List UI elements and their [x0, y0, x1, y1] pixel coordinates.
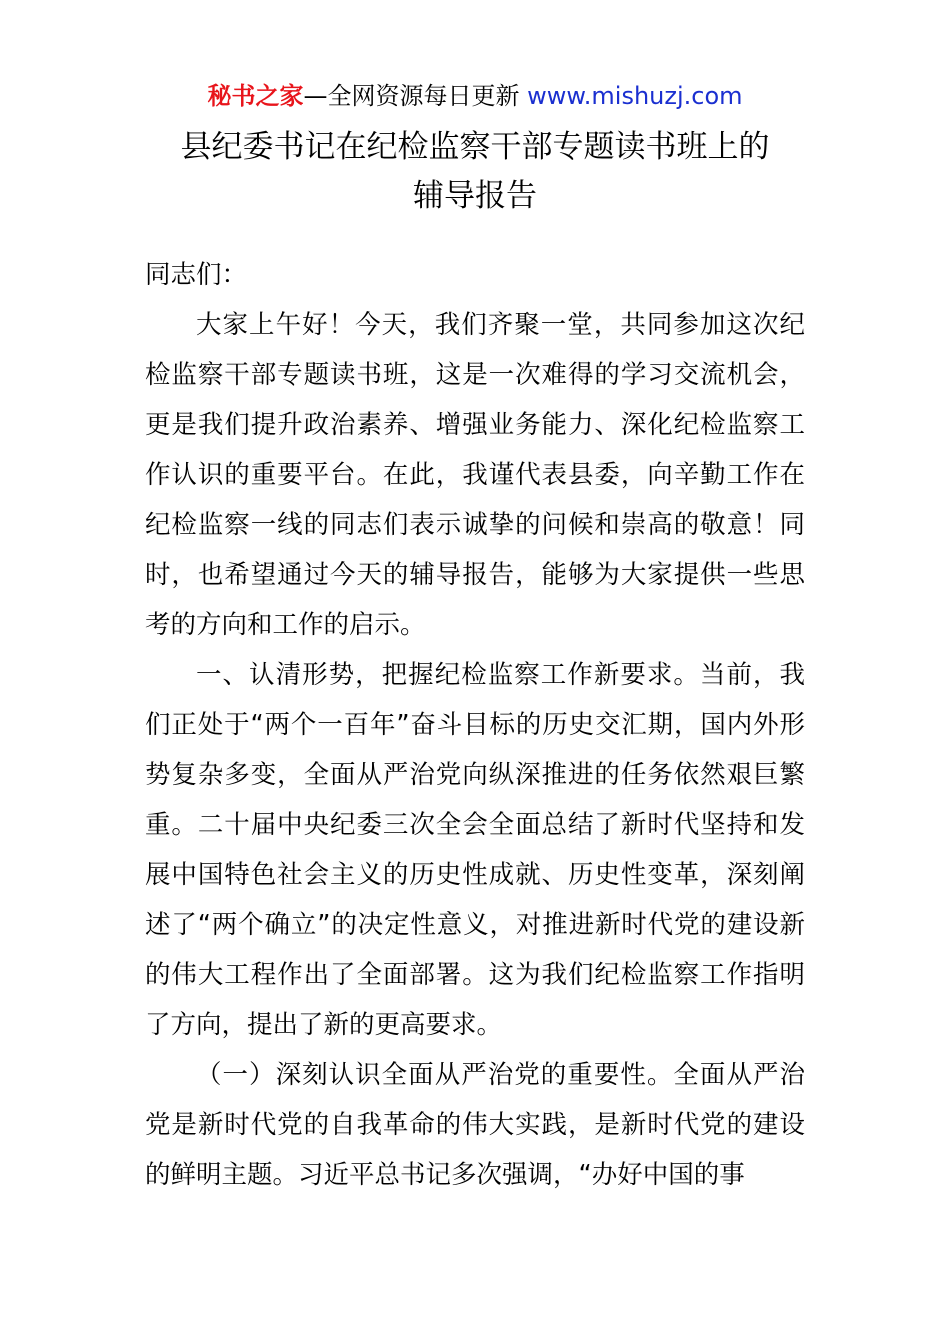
document-title-line-2: 辅导报告	[413, 178, 537, 214]
site-brand: 秘书之家	[207, 82, 304, 110]
document-title-line-1: 县纪委书记在纪检监察干部专题读书班上的	[180, 129, 770, 165]
salutation: 同志们：	[145, 260, 248, 290]
paragraph-subsection-one: （一）深刻认识全面从严治党的重要性。全面从严治党是新时代党的自我革命的伟大实践，是新时代党的建设的鲜明主题。习近平总书记多次强调，“办好中国的事	[145, 1060, 805, 1190]
paragraph-section-one: 一、认清形势，把握纪检监察工作新要求。当前，我们正处于“两个一百年”奋斗目标的历史交汇期，国内外形势复杂多变，全面从严治党向纵深推进的任务依然艰巨繁重。二十届中央纪委三次全会全面总结了新时代坚持和发展中国特色社会主义的历史性成就、历史性变革，深刻阐述了“两个确立”的决定性意义，对推进新时代党的建设新的伟大工程作出了全面部署。这为我们纪检监察工作指明了方向，提出了新的更高要求。	[145, 660, 805, 1040]
document-body	[145, 250, 805, 1200]
site-url-link[interactable]: www.mishuzj.com	[527, 82, 743, 110]
paragraph-opening: 大家上午好！今天，我们齐聚一堂，共同参加这次纪检监察干部专题读书班，这是一次难得的学习交流机会，更是我们提升政治素养、增强业务能力、深化纪检监察工作认识的重要平台。在此，我谨代表县委，向辛勤工作在纪检监察一线的同志们表示诚挚的问候和崇高的敬意！同时，也希望通过今天的辅导报告，能够为大家提供一些思考的方向和工作的启示。	[145, 310, 805, 640]
site-tagline: —全网资源每日更新	[303, 82, 528, 110]
site-header	[0, 80, 950, 112]
